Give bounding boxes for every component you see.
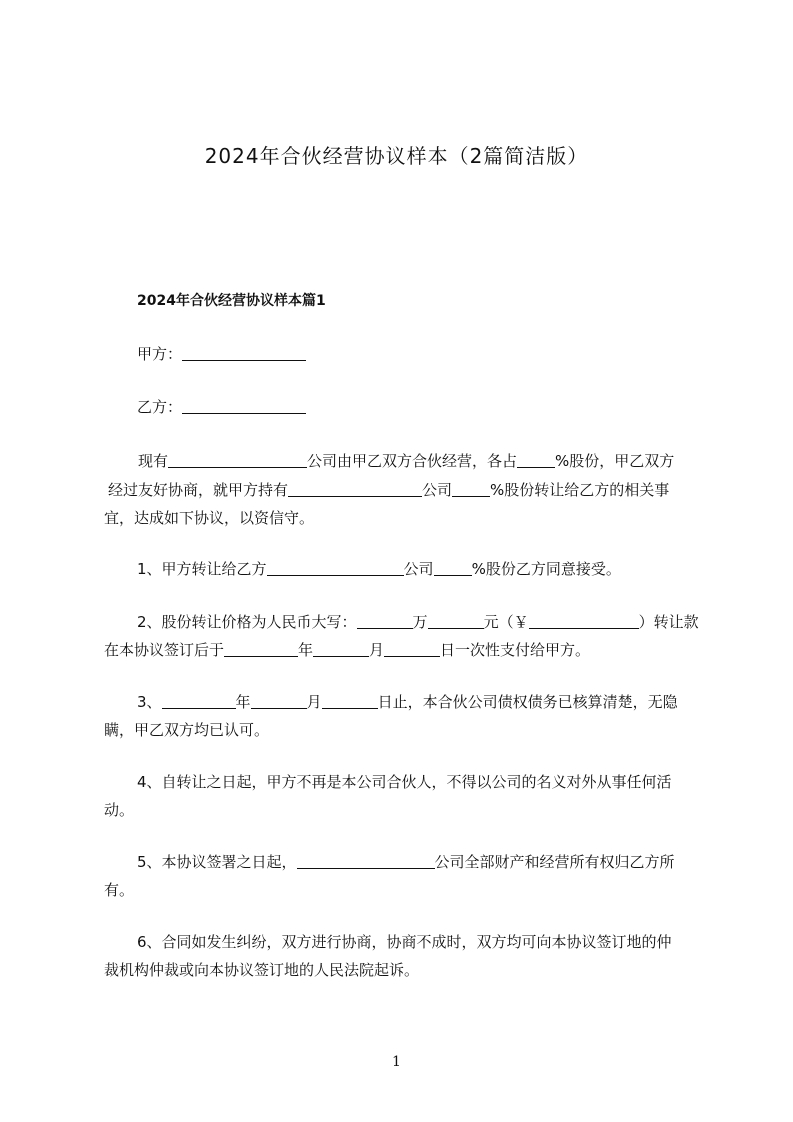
section-heading: 2024年合伙经营协议样本篇1 <box>137 293 326 309</box>
clause-text: 元（￥ <box>483 613 529 631</box>
intro-text: %股份，甲乙双方 <box>555 452 675 470</box>
share-percent-blank <box>517 451 555 468</box>
clause-text: 有。 <box>104 881 135 899</box>
clause-text: 日一次性支付给甲方。 <box>440 641 591 659</box>
clause-text: 6、合同如发生纠纷，双方进行协商，协商不成时，双方均可向本协议签订地的仲 <box>137 933 672 951</box>
month-blank <box>313 640 369 657</box>
party-b-line <box>137 389 306 426</box>
clause-text: 3、 <box>137 693 162 711</box>
intro-text: 公司由甲乙双方合伙经营，各占 <box>307 452 518 470</box>
clause-6-line-2 <box>104 952 419 989</box>
clause-text: 5、本协议签署之日起， <box>137 853 297 871</box>
party-a-blank <box>182 344 306 361</box>
clause-2-line-2 <box>104 632 590 669</box>
clause-text: 年 <box>235 693 251 711</box>
clause-5-line-1 <box>137 844 675 881</box>
intro-text: %股份转让给乙方的相关事 <box>490 481 670 499</box>
document-title: 2024年合伙经营协议样本（2篇简洁版） <box>204 144 589 168</box>
clause-text: 在本协议签订后于 <box>104 641 225 659</box>
day-blank <box>322 692 378 709</box>
intro-line-3 <box>104 500 314 537</box>
month-blank <box>251 692 307 709</box>
clause-text: 月 <box>306 693 322 711</box>
intro-text: 公司 <box>422 481 453 499</box>
clause-1 <box>137 551 621 588</box>
party-b-label: 乙方： <box>137 398 183 416</box>
amount-yuan-blank <box>428 612 484 629</box>
share-percent-blank <box>452 480 490 497</box>
company-blank <box>267 559 404 576</box>
clause-text: 月 <box>369 641 385 659</box>
clause-4-line-2 <box>104 792 134 829</box>
year-blank <box>162 692 236 709</box>
day-blank <box>384 640 440 657</box>
clause-text: 瞒，甲乙双方均已认可。 <box>104 721 270 739</box>
party-a-label: 甲方： <box>137 345 183 363</box>
amount-figure-blank <box>529 612 639 629</box>
clause-text: 2、股份转让价格为人民币大写： <box>137 613 357 631</box>
clause-text: %股份乙方同意接受。 <box>471 560 621 578</box>
company-blank <box>297 852 435 869</box>
clause-text: 万 <box>412 613 428 631</box>
clause-text: 1、甲方转让给乙方 <box>137 560 267 578</box>
year-blank <box>224 640 298 657</box>
intro-text: 现有 <box>138 452 169 470</box>
clause-text: ）转让款 <box>638 613 699 631</box>
clause-text: 年 <box>298 641 314 659</box>
clause-3-line-2 <box>104 712 269 749</box>
clause-text: 公司全部财产和经营所有权归乙方所 <box>434 853 675 871</box>
party-b-blank <box>182 397 306 414</box>
intro-text: 经过友好协商，就甲方持有 <box>108 481 289 499</box>
clause-5-line-2 <box>104 872 134 909</box>
page-number: 1 <box>392 1054 401 1070</box>
company-blank <box>288 480 422 497</box>
intro-text: 宜，达成如下协议，以资信守。 <box>104 509 315 527</box>
clause-text: 动。 <box>104 801 135 819</box>
clause-4-line-1 <box>137 764 672 801</box>
clause-text: 裁机构仲裁或向本协议签订地的人民法院起诉。 <box>104 961 420 979</box>
party-a-line <box>137 336 306 373</box>
company-blank <box>168 451 307 468</box>
clause-text: 4、自转让之日起，甲方不再是本公司合伙人，不得以公司的名义对外从事任何活 <box>137 773 672 791</box>
clause-text: 公司 <box>403 560 434 578</box>
amount-wan-blank <box>357 612 413 629</box>
clause-text: 日止，本合伙公司债权债务已核算清楚，无隐 <box>377 693 678 711</box>
share-percent-blank <box>434 559 472 576</box>
